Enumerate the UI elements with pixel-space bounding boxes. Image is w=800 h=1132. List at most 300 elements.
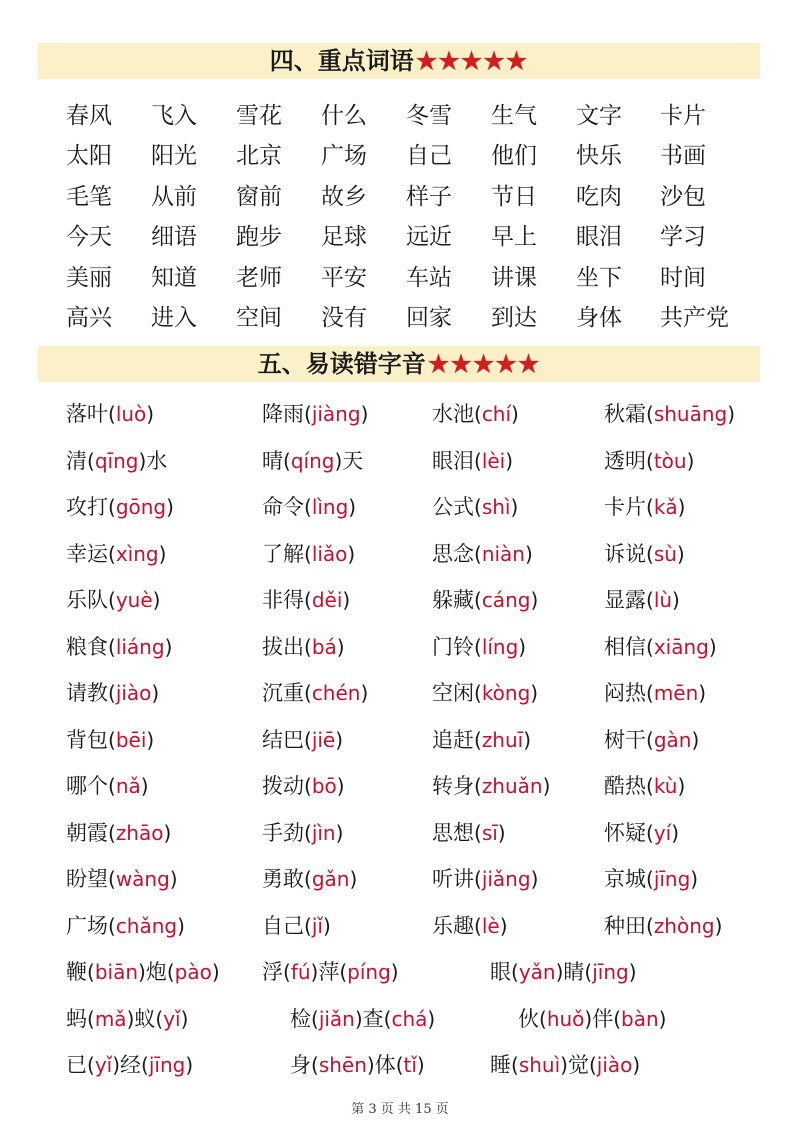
- pinyin-text: fú: [290, 960, 311, 984]
- paren-close: ): [138, 448, 147, 473]
- pronunciation-row: [0, 671, 800, 718]
- paren-open: (: [304, 774, 312, 798]
- paren-close: ): [390, 960, 399, 984]
- paren-open: (: [474, 913, 482, 938]
- paren-open: (: [646, 774, 654, 798]
- word-item: 阳光: [151, 143, 197, 170]
- paren-open: (: [646, 448, 654, 473]
- paren-close: ): [360, 402, 369, 426]
- paren-close: ): [360, 681, 369, 705]
- hanzi-text: 已: [66, 1053, 87, 1077]
- pronunciation-item: [262, 392, 368, 436]
- paren-open: (: [304, 913, 312, 938]
- pronunciation-item: [262, 578, 350, 622]
- hanzi-text: 幸运: [66, 541, 108, 566]
- hanzi-text: 伴: [592, 1006, 614, 1031]
- pinyin-text: gōng: [115, 495, 167, 519]
- pinyin-text: biān: [94, 960, 138, 984]
- paren-close: ): [677, 774, 686, 798]
- paren-close: ): [690, 867, 699, 891]
- pronunciation-item: [262, 857, 357, 901]
- paren-open: (: [474, 634, 482, 659]
- paren-close: ): [348, 495, 357, 519]
- word-item: 冬雪: [406, 103, 452, 129]
- word-item: 车站: [406, 264, 452, 291]
- pronunciation-item: [262, 718, 343, 762]
- paren-open: (: [87, 1053, 95, 1077]
- pinyin-text: tǐ: [403, 1053, 417, 1077]
- paren-close: ): [628, 960, 637, 984]
- pronunciation-item: [290, 1043, 425, 1087]
- pronunciation-row: [0, 764, 800, 811]
- pinyin-text: lè: [481, 913, 500, 938]
- hanzi-text: 相信: [604, 634, 646, 659]
- hanzi-text: 眼泪: [432, 448, 474, 473]
- hanzi-text: 请教: [66, 681, 108, 705]
- paren-open: (: [474, 774, 482, 798]
- hanzi-text: 勇敢: [262, 867, 304, 891]
- section-5-header: [38, 346, 760, 382]
- pronunciation-item: [262, 904, 331, 948]
- paren-open: (: [108, 541, 116, 566]
- paren-close: ): [671, 820, 680, 845]
- paren-open: (: [108, 820, 116, 845]
- pinyin-text: yǎn: [518, 960, 556, 984]
- hanzi-text: 拔出: [262, 634, 304, 659]
- paren-close: ): [138, 960, 146, 984]
- paren-close: ): [676, 541, 685, 566]
- pinyin-text: jiǎng: [481, 867, 531, 891]
- paren-close: ): [530, 681, 539, 705]
- paren-open: (: [613, 1006, 622, 1031]
- paren-open: (: [304, 541, 312, 566]
- hanzi-text: 萍: [318, 960, 340, 984]
- paren-open: (: [155, 1006, 164, 1031]
- pinyin-text: jīng: [653, 867, 691, 891]
- paren-close: ): [112, 1053, 121, 1077]
- word-item: 时间: [660, 264, 706, 291]
- hanzi-text: 浮: [262, 960, 283, 984]
- paren-open: (: [108, 402, 116, 426]
- pinyin-text: pào: [174, 960, 212, 984]
- hanzi-text: 检: [290, 1006, 311, 1031]
- paren-open: (: [304, 820, 312, 845]
- paren-open: (: [646, 913, 654, 938]
- paren-close: ): [677, 495, 686, 519]
- hanzi-text: 睡: [490, 1053, 511, 1077]
- pronunciation-item: [432, 857, 538, 901]
- pronunciation-item: [66, 950, 220, 994]
- paren-open: (: [108, 495, 116, 519]
- word-item: 眼泪: [576, 224, 622, 251]
- paren-open: (: [141, 1053, 149, 1077]
- hanzi-text: 攻打: [66, 495, 108, 519]
- pronunciation-item: [432, 811, 506, 855]
- hanzi-text: 觉: [567, 1053, 589, 1077]
- pinyin-text: jiàng: [311, 402, 361, 426]
- pronunciation-row: [0, 578, 800, 625]
- hanzi-text: 听讲: [432, 867, 474, 891]
- pinyin-text: jǐ: [311, 913, 323, 938]
- hanzi-text: 门铃: [432, 634, 474, 659]
- paren-open: (: [584, 960, 593, 984]
- word-item: 卡片: [660, 103, 706, 129]
- paren-close: ): [146, 402, 155, 426]
- pronunciation-item: [66, 532, 166, 576]
- hanzi-text: 空闲: [432, 681, 474, 705]
- paren-close: ): [126, 1006, 135, 1031]
- pronunciation-item: [262, 811, 343, 855]
- pinyin-text: xìng: [115, 541, 159, 566]
- paren-open: (: [304, 634, 312, 659]
- pronunciation-item: [432, 904, 508, 948]
- paren-close: ): [499, 913, 508, 938]
- pronunciation-item: [432, 532, 533, 576]
- pinyin-text: niàn: [481, 541, 525, 566]
- pronunciation-item: [66, 578, 160, 622]
- paren-open: (: [539, 1006, 547, 1031]
- paren-close: ): [347, 541, 356, 566]
- pronunciation-item: [66, 625, 172, 669]
- paren-open: (: [108, 634, 116, 659]
- pinyin-text: bō: [311, 774, 337, 798]
- hanzi-text: 追赶: [432, 727, 474, 752]
- pinyin-text: líng: [481, 634, 519, 659]
- paren-close: ): [686, 448, 695, 473]
- pinyin-text: yuè: [115, 588, 153, 612]
- paren-open: (: [383, 1006, 392, 1031]
- hanzi-text: 蚂: [66, 1006, 87, 1031]
- word-item: 身体: [576, 304, 622, 331]
- hanzi-text: 查: [362, 1006, 384, 1031]
- pinyin-text: chén: [311, 681, 361, 705]
- paren-open: (: [646, 681, 654, 705]
- pronunciation-row: [0, 485, 800, 532]
- word-item: 远近: [406, 224, 452, 251]
- pinyin-text: zhòng: [653, 913, 715, 938]
- paren-close: ): [560, 1053, 568, 1077]
- paren-open: (: [166, 960, 175, 984]
- hanzi-text: 非得: [262, 588, 304, 612]
- word-item: 书画: [660, 143, 706, 170]
- pronunciation-row: [0, 950, 800, 997]
- pronunciation-row: [0, 811, 800, 858]
- paren-open: (: [511, 1053, 519, 1077]
- paren-close: ): [510, 495, 519, 519]
- pronunciation-row: [0, 392, 800, 439]
- hanzi-text: 沉重: [262, 681, 304, 705]
- hanzi-text: 落叶: [66, 402, 108, 426]
- paren-open: (: [646, 634, 654, 659]
- pinyin-text: cáng: [481, 588, 531, 612]
- pinyin-text: jīng: [148, 1053, 186, 1077]
- word-item: 美丽: [66, 264, 112, 291]
- word-item: 文字: [576, 103, 622, 129]
- paren-close: ): [322, 913, 331, 938]
- pronunciation-item: [604, 671, 706, 715]
- word-item: 雪花: [236, 103, 282, 129]
- word-item: 生气: [491, 103, 537, 129]
- paren-open: (: [646, 727, 654, 752]
- paren-close: ): [336, 774, 345, 798]
- word-item: 北京: [236, 143, 282, 170]
- hanzi-text: 体: [374, 1053, 396, 1077]
- section-5-stars: ★★★★★: [427, 349, 541, 378]
- pronunciation-item: [262, 532, 355, 576]
- pronunciation-item: [290, 997, 435, 1041]
- paren-close: ): [530, 588, 539, 612]
- pinyin-text: liáng: [115, 634, 165, 659]
- paren-close: ): [140, 774, 149, 798]
- pinyin-text: zhāo: [115, 820, 164, 845]
- paren-open: (: [108, 727, 116, 752]
- pinyin-text: xiāng: [653, 634, 709, 659]
- paren-open: (: [304, 681, 312, 705]
- pronunciation-item: [432, 578, 538, 622]
- hanzi-text: 炮: [145, 960, 167, 984]
- hanzi-text: 闷热: [604, 681, 646, 705]
- paren-close: ): [497, 820, 506, 845]
- paren-close: ): [691, 727, 700, 752]
- paren-open: (: [474, 588, 482, 612]
- pronunciation-item: [66, 904, 185, 948]
- word-row: [66, 96, 766, 136]
- hanzi-text: 乐队: [66, 588, 108, 612]
- hanzi-text: 水池: [432, 402, 474, 426]
- pronunciation-item: [604, 532, 685, 576]
- pinyin-text: sù: [653, 541, 677, 566]
- paren-close: ): [698, 681, 707, 705]
- paren-open: (: [474, 820, 482, 845]
- hanzi-text: 蚁: [134, 1006, 156, 1031]
- pronunciation-item: [604, 485, 685, 529]
- hanzi-text: 命令: [262, 495, 304, 519]
- word-item: 快乐: [576, 143, 622, 170]
- pronunciation-item: [66, 718, 154, 762]
- paren-close: ): [336, 634, 345, 659]
- paren-open: (: [108, 588, 116, 612]
- paren-open: (: [304, 867, 312, 891]
- paren-open: (: [646, 588, 654, 612]
- paren-open: (: [304, 727, 312, 752]
- pronunciation-row: [0, 857, 800, 904]
- paren-close: ): [164, 634, 173, 659]
- paren-close: ): [335, 727, 344, 752]
- pinyin-text: gàn: [653, 727, 692, 752]
- pronunciation-row: [0, 904, 800, 951]
- hanzi-text: 酷热: [604, 774, 646, 798]
- pronunciation-item: [262, 625, 345, 669]
- pronunciation-item: [604, 625, 717, 669]
- paren-close: ): [584, 1006, 593, 1031]
- paren-close: ): [555, 960, 564, 984]
- pronunciation-item: [490, 950, 637, 994]
- pinyin-text: mǎ: [94, 1006, 127, 1031]
- paren-open: (: [108, 867, 116, 891]
- paren-close: ): [727, 402, 736, 426]
- paren-close: ): [169, 867, 178, 891]
- pinyin-text: lèi: [481, 448, 506, 473]
- paren-open: (: [108, 774, 116, 798]
- paren-open: (: [474, 541, 482, 566]
- pronunciation-item: [66, 671, 159, 715]
- paren-open: (: [87, 1006, 95, 1031]
- paren-close: ): [708, 634, 717, 659]
- paren-close: ): [505, 448, 514, 473]
- pronunciation-item: [490, 1043, 640, 1087]
- word-row: [66, 258, 766, 298]
- word-item: 进入: [151, 304, 197, 331]
- word-item: 知道: [151, 264, 197, 291]
- paren-open: (: [304, 402, 312, 426]
- pronunciation-row: [0, 718, 800, 765]
- pinyin-text: sī: [481, 820, 498, 845]
- pronunciation-item: [604, 392, 735, 436]
- pinyin-text: nǎ: [115, 774, 141, 798]
- word-item: 广场: [321, 143, 367, 170]
- hanzi-text: 了解: [262, 541, 304, 566]
- hanzi-text: 公式: [432, 495, 474, 519]
- hanzi-text: 背包: [66, 727, 108, 752]
- paren-close: ): [542, 774, 551, 798]
- pronunciation-item: [262, 764, 345, 808]
- word-row: [66, 217, 766, 257]
- pinyin-text: píng: [347, 960, 391, 984]
- paren-open: (: [646, 402, 654, 426]
- word-item: 到达: [491, 304, 537, 331]
- paren-open: (: [588, 1053, 597, 1077]
- paren-open: (: [395, 1053, 404, 1077]
- pinyin-text: qíng: [290, 448, 335, 473]
- pronunciation-item: [66, 485, 174, 529]
- hanzi-text: 身: [290, 1053, 311, 1077]
- word-item: 从前: [151, 183, 197, 210]
- section-5-title: 五、易读错字音: [257, 349, 426, 378]
- hanzi-text: 粮食: [66, 634, 108, 659]
- paren-open: (: [304, 495, 312, 519]
- pinyin-text: děi: [311, 588, 343, 612]
- word-row: [66, 177, 766, 217]
- paren-open: (: [474, 402, 482, 426]
- word-item: 自己: [406, 143, 452, 170]
- pinyin-text: liǎo: [311, 541, 348, 566]
- paren-close: ): [166, 495, 174, 519]
- word-item: 什么: [321, 103, 367, 129]
- word-item: 没有: [321, 304, 367, 331]
- hanzi-text: 秋霜: [604, 402, 646, 426]
- pronunciation-item: [262, 950, 399, 994]
- paren-open: (: [87, 960, 95, 984]
- pinyin-text: jiē: [311, 727, 336, 752]
- paren-close: ): [518, 634, 527, 659]
- pinyin-text: shuì: [518, 1053, 561, 1077]
- word-item: 高兴: [66, 304, 112, 331]
- word-item: 毛笔: [66, 183, 112, 210]
- hanzi-text: 朝霞: [66, 820, 108, 845]
- pinyin-text: kù: [653, 774, 678, 798]
- hanzi-text: 透明: [604, 448, 646, 473]
- paren-close: ): [530, 867, 539, 891]
- pronunciation-item: [262, 671, 368, 715]
- pinyin-text: wàng: [115, 867, 170, 891]
- paren-open: (: [474, 448, 482, 473]
- hanzi-text: 晴: [262, 448, 283, 473]
- pinyin-text: shì: [481, 495, 511, 519]
- paren-close: ): [163, 820, 172, 845]
- page-footer: 第 3 页 共 15 页: [351, 1102, 449, 1117]
- pinyin-text: shuāng: [653, 402, 728, 426]
- section-4-title: 四、重点词语: [269, 46, 414, 75]
- word-item: 跑步: [236, 224, 282, 251]
- hanzi-text: 京城: [604, 867, 646, 891]
- pronunciation-item: [66, 1043, 193, 1087]
- paren-open: (: [646, 541, 654, 566]
- paren-close: ): [334, 448, 343, 473]
- paren-close: ): [523, 727, 532, 752]
- pinyin-text: chá: [391, 1006, 428, 1031]
- section-4-stars: ★★★★★: [415, 46, 529, 75]
- paren-open: (: [646, 820, 654, 845]
- word-item: 细语: [151, 224, 197, 251]
- pronunciation-item: [604, 764, 685, 808]
- word-item: 回家: [406, 304, 452, 331]
- paren-open: (: [646, 867, 654, 891]
- hanzi-text: 树干: [604, 727, 646, 752]
- pinyin-text: shēn: [318, 1053, 367, 1077]
- word-item: 飞入: [151, 103, 197, 129]
- hanzi-text: 广场: [66, 913, 108, 938]
- hanzi-text: 睛: [563, 960, 585, 984]
- pinyin-text: chǎng: [115, 913, 178, 938]
- word-item: 平安: [321, 264, 367, 291]
- pronunciation-item: [66, 997, 188, 1041]
- hanzi-text: 天: [342, 448, 364, 473]
- pronunciation-item: [604, 811, 679, 855]
- pronunciation-item: [432, 671, 538, 715]
- hanzi-text: 显露: [604, 588, 646, 612]
- word-item: 他们: [491, 143, 537, 170]
- pronunciation-item: [66, 392, 154, 436]
- paren-open: (: [311, 1006, 319, 1031]
- hanzi-text: 伙: [518, 1006, 539, 1031]
- word-item: 故乡: [321, 183, 367, 210]
- hanzi-text: 盼望: [66, 867, 108, 891]
- pinyin-text: chí: [481, 402, 512, 426]
- pronunciation-item: [432, 439, 513, 483]
- paren-close: ): [310, 960, 319, 984]
- pinyin-text: yí: [653, 820, 672, 845]
- word-item: 沙包: [660, 183, 706, 210]
- pronunciation-item: [518, 997, 666, 1041]
- paren-open: (: [474, 867, 482, 891]
- paren-open: (: [511, 960, 519, 984]
- word-row: [66, 298, 766, 338]
- pinyin-text: bēi: [115, 727, 147, 752]
- word-item: 吃肉: [576, 183, 622, 210]
- pronunciation-row: [0, 625, 800, 672]
- paren-close: ): [354, 1006, 363, 1031]
- word-item: 空间: [236, 304, 282, 331]
- pinyin-text: kòng: [481, 681, 531, 705]
- hanzi-text: 结巴: [262, 727, 304, 752]
- pinyin-text: huǒ: [546, 1006, 585, 1031]
- paren-close: ): [152, 588, 161, 612]
- pronunciation-row: [0, 439, 800, 486]
- section-4-header: [38, 43, 760, 79]
- hanzi-text: 诉说: [604, 541, 646, 566]
- pinyin-text: zhuī: [481, 727, 524, 752]
- pronunciation-item: [66, 811, 171, 855]
